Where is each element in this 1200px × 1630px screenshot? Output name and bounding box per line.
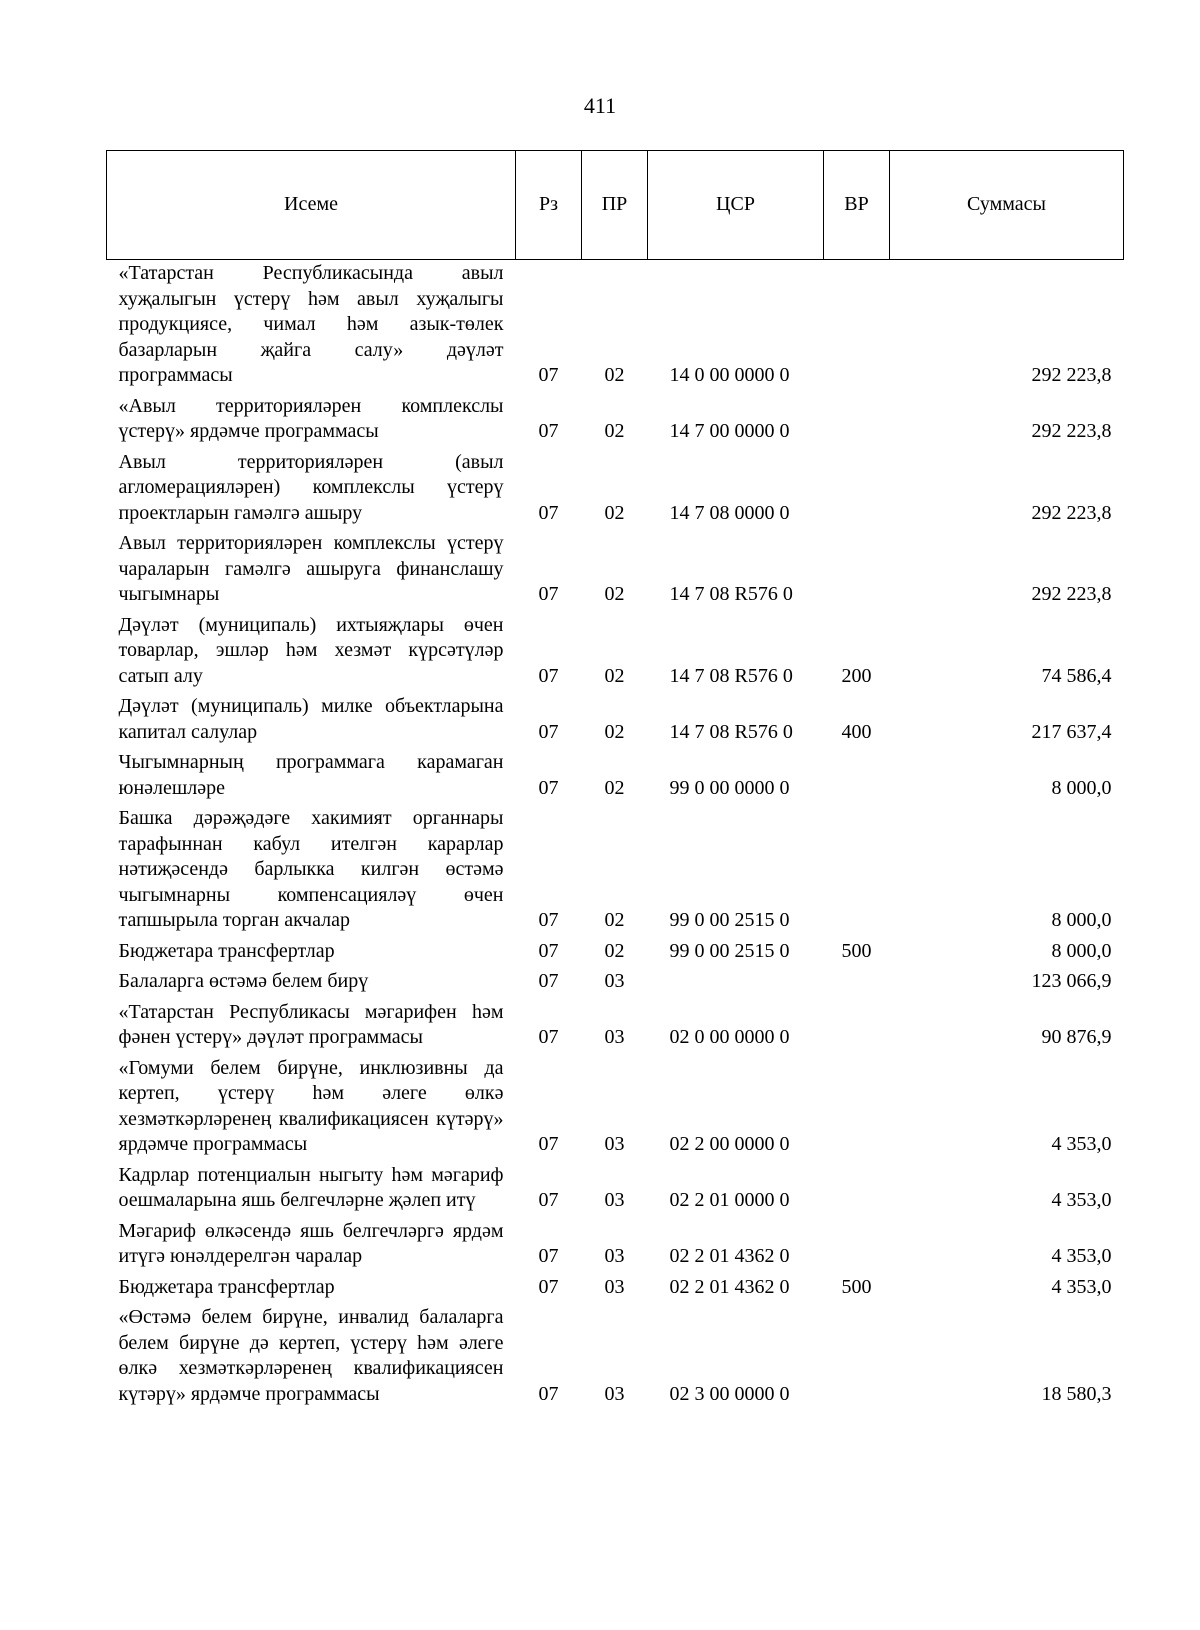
table-row	[107, 260, 1124, 393]
row-csr: 14 7 00 0000 0	[669, 420, 790, 442]
row-rz: 07	[538, 583, 559, 605]
header-name: Исеме	[107, 151, 516, 260]
row-amount: 18 580,3	[1041, 1382, 1112, 1405]
table-row	[107, 693, 1124, 749]
row-name: Авыл территорияләрен комплекслы үстерү чараларын гамәлгә ашыруга финанслашу чыгымнары	[118, 532, 504, 605]
row-rz: 07	[538, 970, 559, 992]
row-name: «Татарстан Республикасы мәгарифен һәм фәнен үстерү» дәүләт программасы	[118, 1000, 504, 1048]
row-amount: 8 000,0	[1051, 939, 1112, 962]
row-rz: 07	[538, 1275, 559, 1298]
row-name: Дәүләт (муниципаль) милке объектларына капитал салулар	[118, 695, 504, 743]
table-row	[107, 1055, 1124, 1162]
row-csr: 02 2 01 4362 0	[669, 1245, 790, 1267]
row-name: Авыл территорияләрен (авыл агломерацияләрен) комплекслы үстерү проектларын гамәлгә ашыру	[118, 450, 504, 524]
row-csr	[648, 968, 824, 999]
row-vr	[824, 1162, 890, 1218]
row-name: Дәүләт (муниципаль) ихтыяҗлары өчен товарлар, эшләр һәм хезмәт күрсәтүләр сатып алу	[118, 613, 504, 687]
row-name: «Авыл территорияләрен комплекслы үстерү» ярдәмче программасы	[118, 394, 504, 442]
row-rz: 07	[538, 664, 559, 687]
row-pr: 03	[604, 1133, 625, 1155]
row-csr: 99 0 00 2515 0	[669, 939, 790, 962]
row-amount: 123 066,9	[1031, 970, 1112, 992]
row-pr: 02	[604, 364, 625, 386]
table-row	[107, 1274, 1124, 1305]
row-name: Мәгариф өлкәсендә яшь белгечләргә ярдәм итүгә юнәлдерелгән чаралар	[118, 1219, 504, 1267]
row-amount: 292 223,8	[1031, 501, 1112, 524]
table-row	[107, 1218, 1124, 1274]
row-rz: 07	[538, 1189, 559, 1211]
row-vr	[824, 805, 890, 938]
row-pr: 02	[604, 909, 625, 931]
table-row	[107, 1162, 1124, 1218]
row-vr	[824, 1304, 890, 1411]
row-pr: 02	[604, 939, 625, 962]
row-rz: 07	[538, 939, 559, 962]
row-pr: 03	[604, 1245, 625, 1267]
table-row	[107, 612, 1124, 694]
header-vr: ВР	[824, 151, 890, 260]
row-vr	[824, 749, 890, 805]
row-rz: 07	[538, 1133, 559, 1155]
row-name: Башка дәрәҗәдәге хакимият органнары тарафыннан кабул ителгән карарлар нәтиҗәсендә барлыкка килгән өстәмә чыгымнарны компенсацияләү өчен тапшырыла торган акчалар	[118, 807, 504, 931]
row-vr: 400	[841, 720, 872, 743]
row-pr: 02	[604, 664, 625, 687]
row-rz: 07	[538, 501, 559, 524]
row-amount: 217 637,4	[1031, 720, 1112, 743]
row-vr: 500	[841, 1275, 872, 1298]
row-rz: 07	[538, 420, 559, 442]
table-header-row	[107, 151, 1124, 260]
row-pr: 03	[604, 1382, 625, 1405]
row-amount: 74 586,4	[1041, 664, 1112, 687]
row-pr: 03	[604, 1275, 625, 1298]
row-rz: 07	[538, 1382, 559, 1405]
header-amount: Суммасы	[890, 151, 1124, 260]
row-rz: 07	[538, 909, 559, 931]
row-rz: 07	[538, 364, 559, 386]
row-vr	[824, 1055, 890, 1162]
row-amount: 4 353,0	[1051, 1133, 1112, 1155]
row-name: Балаларга өстәмә белем бирү	[118, 970, 369, 992]
row-amount: 4 353,0	[1051, 1245, 1112, 1267]
row-csr: 14 7 08 0000 0	[669, 501, 790, 524]
row-pr: 02	[604, 776, 625, 799]
row-amount: 292 223,8	[1031, 583, 1112, 605]
row-csr: 02 2 01 0000 0	[669, 1189, 790, 1211]
table-row	[107, 749, 1124, 805]
row-vr	[824, 260, 890, 393]
row-vr: 500	[841, 939, 872, 962]
row-name: Кадрлар потенциалын ныгыту һәм мәгариф оешмаларына яшь белгечләрне җәлеп итү	[118, 1163, 504, 1211]
row-pr: 02	[604, 501, 625, 524]
row-csr: 14 0 00 0000 0	[669, 364, 790, 386]
row-csr: 14 7 08 R576 0	[669, 583, 793, 605]
row-name: «Өстәмә белем бирүне, инвалид балаларга белем бирүне дә кертеп, үстерү һәм әлеге өлкә хезмәткәрләренең квалификациясен күтәрү» ярдәмче программасы	[118, 1306, 504, 1405]
table-row	[107, 1304, 1124, 1411]
row-csr: 99 0 00 2515 0	[669, 909, 790, 931]
page-number: 411	[583, 93, 617, 118]
row-rz: 07	[538, 776, 559, 799]
row-name: «Татарстан Республикасында авыл хуҗалыгын үстерү һәм авыл хуҗалыгы продукциясе, чимал һәм азык-төлек базарларын җайга салу» дәүләт программасы	[118, 262, 504, 386]
table-row	[107, 805, 1124, 938]
row-csr: 02 3 00 0000 0	[669, 1382, 790, 1405]
row-name: «Гомуми белем бирүне, инклюзивны да кертеп, үстерү һәм әлеге өлкә хезмәткәрләренең квалификациясен күтәрү» ярдәмче программасы	[118, 1056, 504, 1155]
header-rz: Рз	[516, 151, 582, 260]
row-vr	[824, 999, 890, 1055]
header-pr: ПР	[582, 151, 648, 260]
table-row	[107, 999, 1124, 1055]
budget-table	[106, 150, 1124, 1411]
table-row	[107, 449, 1124, 531]
row-csr: 14 7 08 R576 0	[669, 720, 793, 743]
row-vr	[824, 530, 890, 612]
row-pr: 03	[604, 1189, 625, 1211]
table-row	[107, 530, 1124, 612]
row-vr	[824, 449, 890, 531]
row-rz: 07	[538, 720, 559, 743]
table-row	[107, 393, 1124, 449]
row-amount: 8 000,0	[1051, 909, 1112, 931]
row-pr: 03	[604, 1026, 625, 1048]
row-vr	[824, 393, 890, 449]
row-amount: 4 353,0	[1051, 1189, 1112, 1211]
table-row	[107, 968, 1124, 999]
row-rz: 07	[538, 1026, 559, 1048]
row-name: Бюджетара трансфертлар	[118, 939, 335, 962]
row-pr: 02	[604, 720, 625, 743]
row-pr: 03	[604, 970, 625, 992]
row-vr	[824, 968, 890, 999]
row-csr: 99 0 00 0000 0	[669, 776, 790, 799]
row-csr: 02 2 01 4362 0	[669, 1275, 790, 1298]
row-amount: 292 223,8	[1031, 364, 1112, 386]
row-vr: 200	[841, 664, 872, 687]
row-pr: 02	[604, 583, 625, 605]
row-vr	[824, 1218, 890, 1274]
row-name: Чыгымнарның программага карамаган юнәлешләре	[118, 751, 504, 799]
row-pr: 02	[604, 420, 625, 442]
row-csr: 02 0 00 0000 0	[669, 1026, 790, 1048]
row-amount: 292 223,8	[1031, 420, 1112, 442]
row-amount: 4 353,0	[1051, 1275, 1112, 1298]
header-csr: ЦСР	[648, 151, 824, 260]
row-rz: 07	[538, 1245, 559, 1267]
row-name: Бюджетара трансфертлар	[118, 1275, 335, 1298]
row-csr: 14 7 08 R576 0	[669, 664, 793, 687]
row-amount: 8 000,0	[1051, 776, 1112, 799]
row-amount: 90 876,9	[1041, 1026, 1112, 1048]
table-row	[107, 938, 1124, 969]
row-csr: 02 2 00 0000 0	[669, 1133, 790, 1155]
